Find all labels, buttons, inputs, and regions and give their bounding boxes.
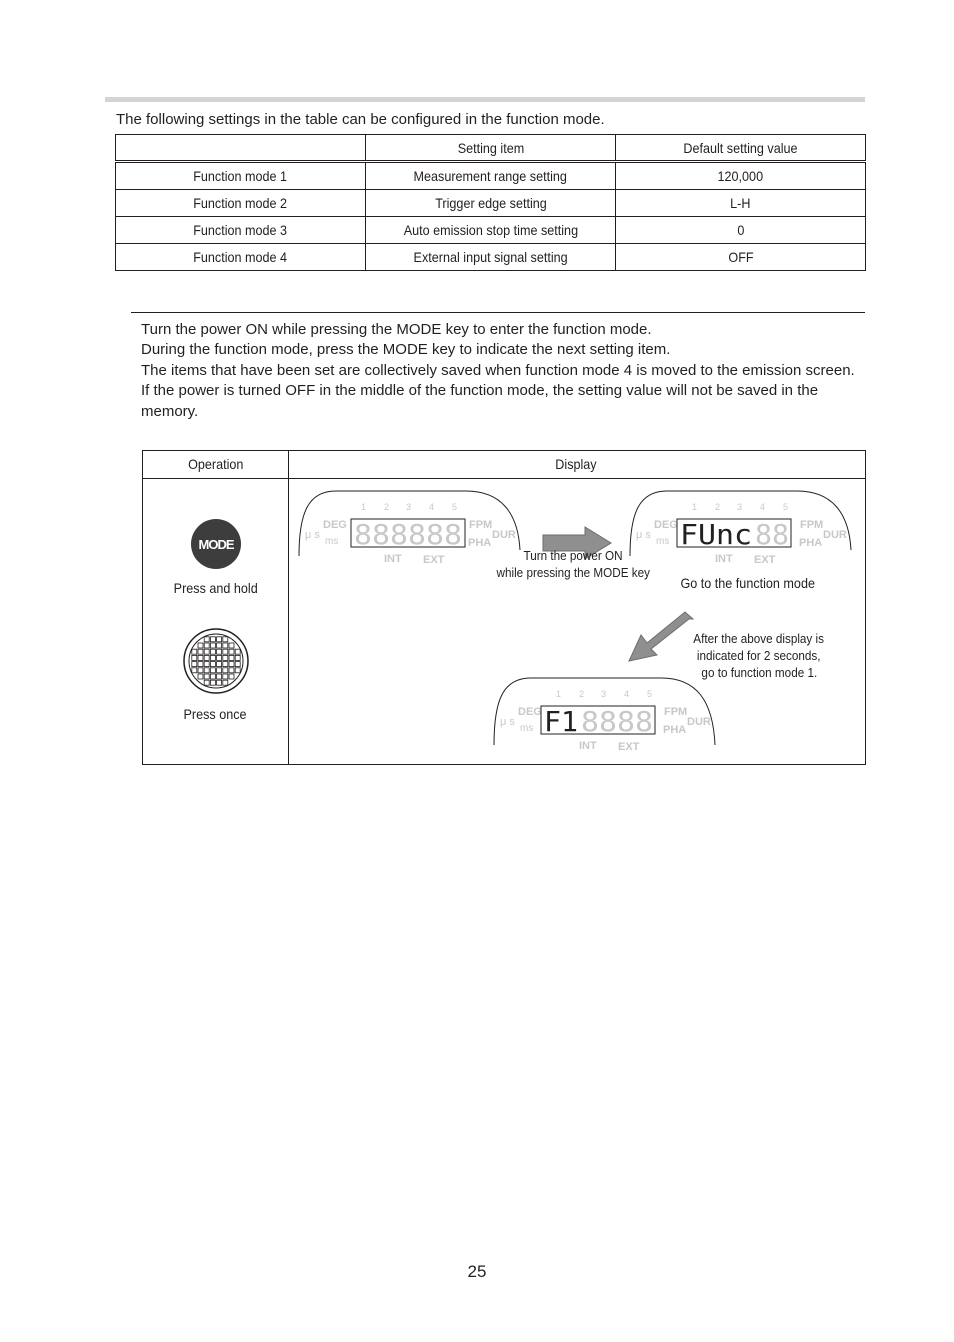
svg-text:5: 5: [647, 689, 653, 699]
svg-text:1: 1: [361, 502, 367, 512]
instruction-line: The items that have been set are collectively saved when function mode 4 is moved to the emission screen.: [141, 361, 855, 379]
instruction-line: If the power is turned OFF in the middle of the function mode, the setting value will not be saved in the memory.: [141, 382, 819, 420]
caption-power-on: Turn the power ON while pressing the MODE key: [496, 548, 650, 580]
mode-cell: Function mode 4: [116, 244, 366, 271]
svg-text:FUnc: FUnc: [680, 518, 752, 551]
svg-text:EXT: EXT: [754, 554, 776, 566]
svg-text:ms: ms: [325, 536, 339, 547]
instructions: [141, 320, 867, 422]
svg-text:FPM: FPM: [469, 519, 493, 531]
settings-table: [115, 134, 866, 271]
operation-table: [142, 450, 866, 765]
column-divider: [288, 451, 289, 764]
instruction-line: During the function mode, press the MODE key to indicate the next setting item.: [141, 341, 671, 359]
display-column-title: Display: [555, 456, 597, 472]
svg-text:4: 4: [624, 689, 630, 699]
table-row: [116, 217, 866, 244]
svg-text:INT: INT: [715, 553, 733, 565]
svg-text:88: 88: [755, 518, 789, 551]
svg-text:INT: INT: [384, 553, 402, 565]
caption-after-display: After the above display is indicated for 2 seconds, go to function mode 1.: [693, 631, 825, 680]
svg-text:DUR: DUR: [823, 529, 847, 541]
mode-cell: Function mode 1: [116, 162, 366, 190]
default-cell: L-H: [616, 190, 866, 217]
svg-text:1: 1: [556, 689, 562, 699]
instruction-line: Turn the power ON while pressing the MODE key to enter the function mode.: [141, 321, 652, 338]
svg-text:5: 5: [783, 502, 789, 512]
header-setting-item: Setting item: [366, 135, 616, 162]
svg-text:3: 3: [601, 689, 607, 699]
caption-function-mode: Go to the function mode: [680, 575, 816, 591]
svg-text:2: 2: [715, 502, 721, 512]
table-row: [116, 162, 866, 190]
grid-key-icon: [182, 627, 250, 695]
svg-text:4: 4: [760, 502, 766, 512]
svg-text:2: 2: [384, 502, 390, 512]
svg-text:ms: ms: [520, 723, 534, 734]
operation-column-title: Operation: [188, 456, 244, 472]
setting-cell: Auto emission stop time setting: [366, 217, 616, 244]
svg-text:FPM: FPM: [664, 706, 688, 718]
header-blank: [116, 135, 366, 162]
svg-text:μ s: μ s: [500, 716, 515, 728]
operation-table-header: [143, 451, 865, 479]
svg-text:5: 5: [452, 502, 458, 512]
svg-text:INT: INT: [579, 740, 597, 752]
svg-text:PHA: PHA: [663, 724, 687, 736]
settings-header-row: [116, 135, 866, 162]
svg-text:F1: F1: [544, 705, 578, 738]
svg-text:DEG: DEG: [518, 706, 542, 718]
press-once-label: Press once: [183, 706, 248, 722]
svg-text:1: 1: [692, 502, 698, 512]
svg-text:FPM: FPM: [800, 519, 824, 531]
svg-text:ms: ms: [656, 536, 670, 547]
mode-cell: Function mode 2: [116, 190, 366, 217]
default-cell: 120,000: [616, 162, 866, 190]
top-rule: [105, 97, 865, 102]
section-rule: [131, 312, 865, 313]
header-default-value: Default setting value: [616, 135, 866, 162]
mode-cell: Function mode 3: [116, 217, 366, 244]
svg-text:DUR: DUR: [492, 529, 516, 541]
svg-text:μ s: μ s: [636, 529, 651, 541]
svg-text:8888: 8888: [581, 705, 653, 738]
page-number: 25: [467, 1262, 487, 1281]
setting-cell: Measurement range setting: [366, 162, 616, 190]
intro-text: The following settings in the table can be configured in the function mode.: [116, 111, 605, 128]
svg-text:2: 2: [579, 689, 585, 699]
setting-cell: External input signal setting: [366, 244, 616, 271]
svg-text:DUR: DUR: [687, 716, 711, 728]
svg-text:3: 3: [737, 502, 743, 512]
svg-text:DEG: DEG: [654, 519, 678, 531]
table-row: [116, 190, 866, 217]
lcd-display-f1: [491, 675, 719, 761]
svg-text:PHA: PHA: [468, 537, 492, 549]
svg-text:3: 3: [406, 502, 412, 512]
svg-text:μ s: μ s: [305, 529, 320, 541]
setting-cell: Trigger edge setting: [366, 190, 616, 217]
mode-key-icon: MODE: [191, 519, 241, 569]
table-row: [116, 244, 866, 271]
svg-text:PHA: PHA: [799, 537, 823, 549]
svg-text:EXT: EXT: [618, 741, 640, 753]
default-cell: 0: [616, 217, 866, 244]
svg-text:888888: 888888: [354, 518, 462, 551]
default-cell: OFF: [616, 244, 866, 271]
svg-text:DEG: DEG: [323, 519, 347, 531]
lcd-display-func: [627, 488, 855, 574]
svg-text:4: 4: [429, 502, 435, 512]
svg-text:EXT: EXT: [423, 554, 445, 566]
press-hold-label: Press and hold: [173, 580, 258, 596]
